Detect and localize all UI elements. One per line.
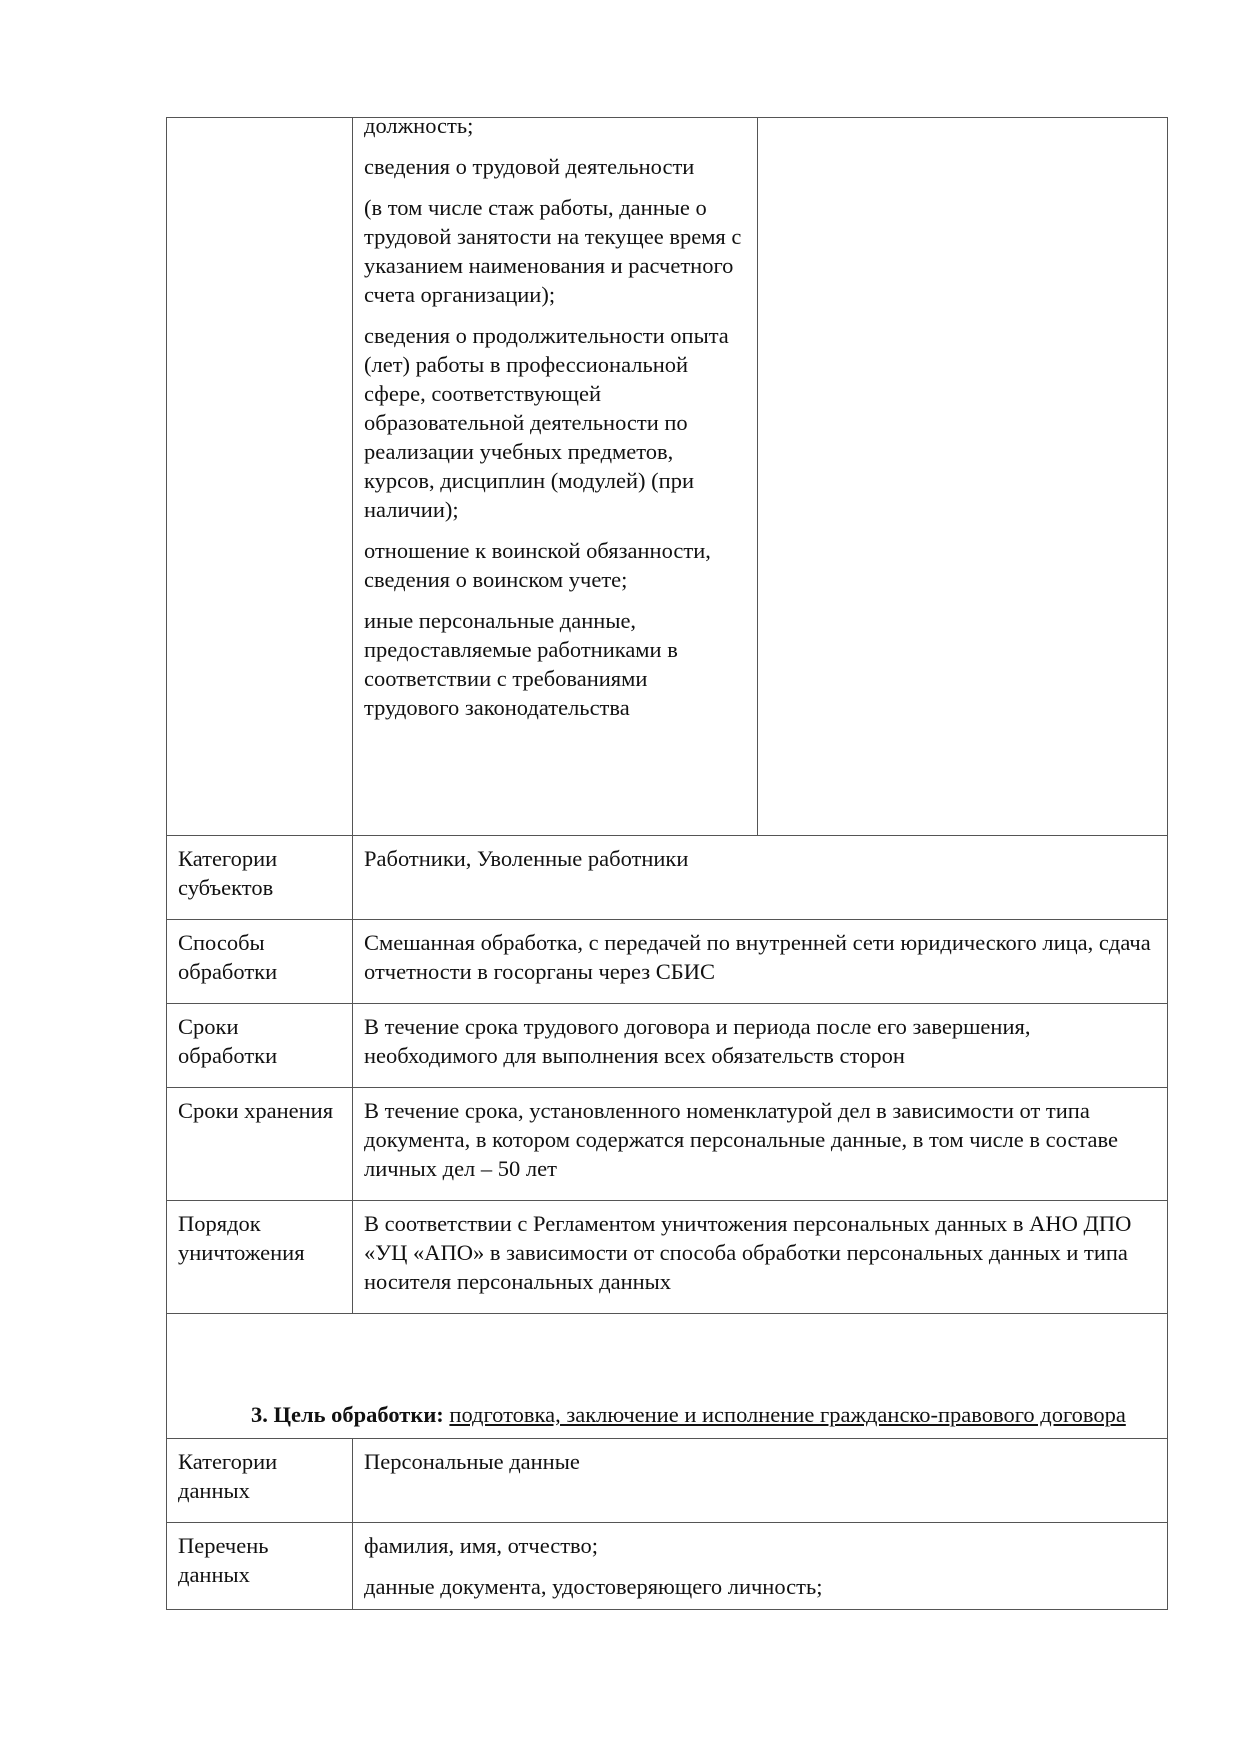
list-item: фамилия, имя, отчество;	[364, 1533, 599, 1558]
data-list-cell	[353, 113, 758, 836]
table-row	[167, 1004, 1168, 1088]
table-row	[167, 836, 1168, 920]
table-row	[167, 1439, 1168, 1523]
empty-label-cell	[167, 118, 353, 836]
table-row	[167, 1088, 1168, 1201]
row-value: В соответствии с Регламентом уничтожения персональных данных в АНО ДПО «УЦ «АПО» в зависимости от способа обработки персональных данных и типа носителя персональных данных	[353, 1201, 1168, 1314]
row-value: Смешанная обработка, с передачей по внутренней сети юридического лица, сдача отчетности в госорганы через СБИС	[353, 920, 1168, 1004]
row-label: Категории данных	[167, 1439, 353, 1523]
row-label: Перечень данных	[167, 1523, 353, 1610]
row-label: Порядок уничтожения	[167, 1201, 353, 1314]
empty-cell	[758, 118, 1168, 836]
row-label: Способы обработки	[167, 920, 353, 1004]
goal-heading-paragraph	[178, 1400, 1157, 1429]
list-item: отношение к воинской обязанности, сведения о воинском учете;	[364, 538, 711, 592]
list-item: сведения о трудовой деятельности	[364, 154, 695, 179]
goal-text: подготовка, заключение и исполнение гражданско-правового договора	[449, 1402, 1126, 1427]
row-value: Работники, Уволенные работники	[353, 836, 1168, 920]
list-item: должность;	[364, 113, 474, 138]
row-value: В течение срока, установленного номенклатурой дел в зависимости от типа документа, в котором содержатся персональные данные, в том числе в составе личных дел – 50 лет	[353, 1088, 1168, 1201]
document-page	[166, 113, 1167, 1610]
table-row	[167, 118, 1168, 836]
goal-row	[167, 1314, 1168, 1439]
row-label: Сроки обработки	[167, 1004, 353, 1088]
table-row	[167, 1523, 1168, 1610]
list-item: (в том числе стаж работы, данные о трудовой занятости на текущее время с указанием наименования и расчетного счета организации);	[364, 195, 742, 307]
table-row	[167, 1201, 1168, 1314]
list-item: данные документа, удостоверяющего личность;	[364, 1574, 823, 1599]
goal-heading: 3. Цель обработки:	[251, 1402, 444, 1427]
table-row	[167, 920, 1168, 1004]
goal-cell	[167, 1314, 1168, 1439]
row-value: Персональные данные	[353, 1439, 1168, 1523]
list-item: иные персональные данные, предоставляемые работниками в соответствии с требованиями трудового законодательства	[364, 608, 678, 720]
personal-data-table	[166, 113, 1168, 1610]
row-label: Сроки хранения	[167, 1088, 353, 1201]
data-list-cell	[353, 1523, 1168, 1610]
row-value: В течение срока трудового договора и периода после его завершения, необходимого для выполнения всех обязательств сторон	[353, 1004, 1168, 1088]
list-item: сведения о продолжительности опыта (лет) работы в профессиональной сфере, соответствующей образовательной деятельности по реализации учебных предметов, курсов, дисциплин (модулей) (при наличии);	[364, 323, 729, 522]
row-label: Категории субъектов	[167, 836, 353, 920]
